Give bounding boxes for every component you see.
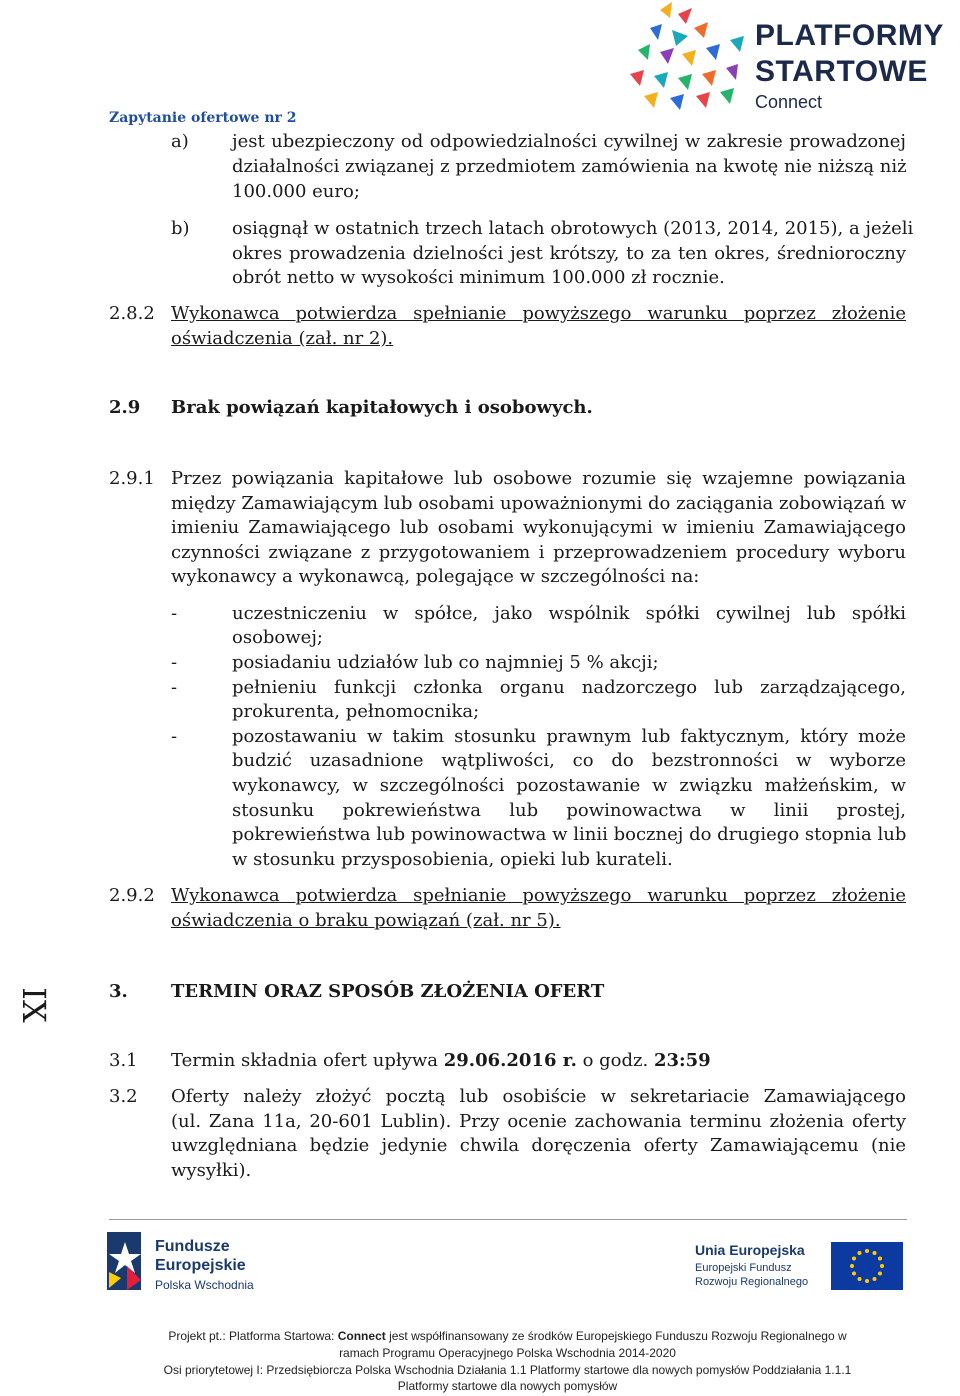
side-roman-numeral: IX	[15, 987, 53, 1023]
bullet-4-line1: pozostawaniu w takim stosunku prawnym lub faktycznym, który może	[232, 726, 906, 747]
footer-line3: Osi priorytetowej I: Przedsiębiorcza Polska Wschodnia Działania 1.1 Platformy startowe dla nowych pomysłów Poddziałania 1.1.1	[163, 1363, 852, 1377]
bullet-4-dash: -	[171, 726, 178, 747]
item-b-label: b)	[171, 218, 190, 239]
fundusze-europejskie-logo	[105, 1228, 285, 1298]
para-31-date: 29.06.2016 r.	[443, 1050, 577, 1071]
bullet-1-dash: -	[171, 603, 178, 624]
para-282-number: 2.8.2	[109, 303, 155, 324]
section-29-title: Brak powiązań kapitałowych i osobowych.	[171, 397, 593, 418]
document-title: Zapytanie ofertowe nr 2	[109, 110, 297, 126]
logo-title-line2: STARTOWE	[755, 55, 928, 88]
para-292-line2: oświadczenia o braku powiązań (zał. nr 5).	[171, 910, 561, 931]
bullet-4-line4: stosunku pokrewieństwa lub powinowactwa w linii prostej,	[232, 800, 906, 821]
item-a-line3: 100.000 euro;	[232, 181, 360, 202]
bullet-4-line6: w stosunku przysposobienia, opieki lub kurateli.	[232, 849, 673, 870]
item-a-line2: działalności związanej z przedmiotem zamówienia na kwotę nie niższą niż	[232, 156, 907, 177]
bullet-1-line2: osobowej;	[232, 627, 323, 648]
bullet-2-line1: posiadaniu udziałów lub co najmniej 5 % akcji;	[232, 652, 659, 673]
para-31-mid: o godz.	[582, 1050, 649, 1071]
bullet-2-dash: -	[171, 652, 178, 673]
para-292-line1: Wykonawca potwierdza spełnianie powyższego warunku poprzez złożenie	[171, 885, 906, 906]
para-292-number: 2.9.2	[109, 885, 155, 906]
bullet-4-line3: wykonawcy, w szczególności pozostawanie w związku małżeńskim, w	[232, 775, 906, 796]
item-a-label: a)	[171, 131, 189, 152]
para-31-number: 3.1	[109, 1050, 138, 1071]
para-31-text	[171, 1049, 711, 1073]
item-b-line1: osiągnął w ostatnich trzech latach obrotowych (2013, 2014, 2015), a jeżeli	[232, 218, 914, 239]
footer-line1	[0, 1328, 960, 1344]
para-32-line2: (ul. Zana 11a, 20-601 Lublin). Przy ocenie zachowania terminu złożenia oferty	[171, 1111, 906, 1132]
para-291-line5: wykonawcy a wykonawcą, polegające w szczególności na:	[171, 566, 700, 587]
ue-line1: Unia Europejska	[695, 1242, 805, 1258]
ue-line2: Europejski Fundusz	[695, 1262, 792, 1274]
logo-title-line1: PLATFORMY	[755, 19, 944, 52]
para-291-line3: imieniu Zamawiającego lub osobami wykonującymi w imieniu Zamawiającego	[171, 517, 906, 538]
item-a-line1: jest ubezpieczony od odpowiedzialności cywilnej w zakresie prowadzonej	[232, 131, 906, 152]
bullet-4-line5: pokrewieństwa lub powinowactwa w linii bocznej do drugiego stopnia lub	[232, 824, 907, 845]
para-32-line4: wysyłki).	[171, 1160, 252, 1181]
footer-line2: ramach Programu Operacyjnego Polska Wschodnia 2014-2020	[339, 1346, 676, 1360]
unia-europejska-logo	[695, 1240, 905, 1300]
para-282-line2: oświadczenia (zał. nr 2).	[171, 328, 394, 349]
ue-line3: Rozwoju Regionalnego	[695, 1276, 809, 1288]
platformy-startowe-logo	[620, 0, 960, 120]
para-291-line2: między Zamawiającym lub osobami upoważnionymi do zaciągania zobowiązań w	[171, 493, 907, 514]
para-31-time: 23:59	[653, 1050, 711, 1071]
footer-line1-prefix: Projekt pt.: Platforma Startowa:	[168, 1329, 338, 1343]
eu-flag-icon	[831, 1242, 903, 1290]
logo-subtitle: Connect	[755, 92, 823, 112]
logo-triangles-icon	[620, 0, 755, 115]
fe-line2: Europejskie	[155, 1257, 246, 1274]
bullet-3-dash: -	[171, 677, 178, 698]
fe-line1: Fundusze	[155, 1238, 230, 1255]
bullet-4-line2: budzić uzasadnione wątpliwości, co do bezstronności w wyborze	[232, 750, 906, 771]
para-291-number: 2.9.1	[109, 468, 155, 489]
footer-line1-suffix: jest współfinansowany ze środków Europejskiego Funduszu Rozwoju Regionalnego w	[385, 1329, 847, 1343]
section-3-number: 3.	[109, 981, 128, 1002]
para-32-line1: Oferty należy złożyć pocztą lub osobiście w sekretariacie Zamawiającego	[171, 1086, 906, 1107]
footer-divider	[109, 1219, 907, 1220]
para-31-label: Termin składnia ofert upływa	[171, 1050, 439, 1071]
para-282-line1: Wykonawca potwierdza spełnianie powyższego warunku poprzez złożenie	[171, 303, 906, 324]
para-32-number: 3.2	[109, 1086, 138, 1107]
section-29-number: 2.9	[109, 397, 141, 418]
para-32-line3: uwzględniana będzie jedynie chwila doręczenia oferty Zamawiającemu (nie	[171, 1135, 906, 1156]
bullet-3-line2: prokurenta, pełnomocnika;	[232, 701, 480, 722]
para-291-line1: Przez powiązania kapitałowe lub osobowe rozumie się wzajemne powiązania	[171, 468, 906, 489]
fe-line3: Polska Wschodnia	[155, 1278, 254, 1292]
bullet-3-line1: pełnieniu funkcji członka organu nadzorczego lub zarządzającego,	[232, 677, 906, 698]
para-291-line4: czynności związane z przygotowaniem i przeprowadzeniem procedury wyboru	[171, 542, 906, 563]
fe-star-icon	[105, 1228, 147, 1294]
footer-line4: Platformy startowe dla nowych pomysłów	[397, 1379, 618, 1393]
footer-line1-bold: Connect	[337, 1329, 386, 1343]
item-b-line2: okres prowadzenia dzielności jest krótszy, to za ten okres, średnioroczny	[232, 243, 906, 264]
item-b-line3: obrót netto w wysokości minimum 100.000 zł rocznie.	[232, 267, 725, 288]
section-3-title: TERMIN ORAZ SPOSÓB ZŁOŻENIA OFERT	[171, 981, 605, 1002]
bullet-1-line1: uczestniczeniu w spółce, jako wspólnik spółki cywilnej lub spółki	[232, 603, 906, 624]
